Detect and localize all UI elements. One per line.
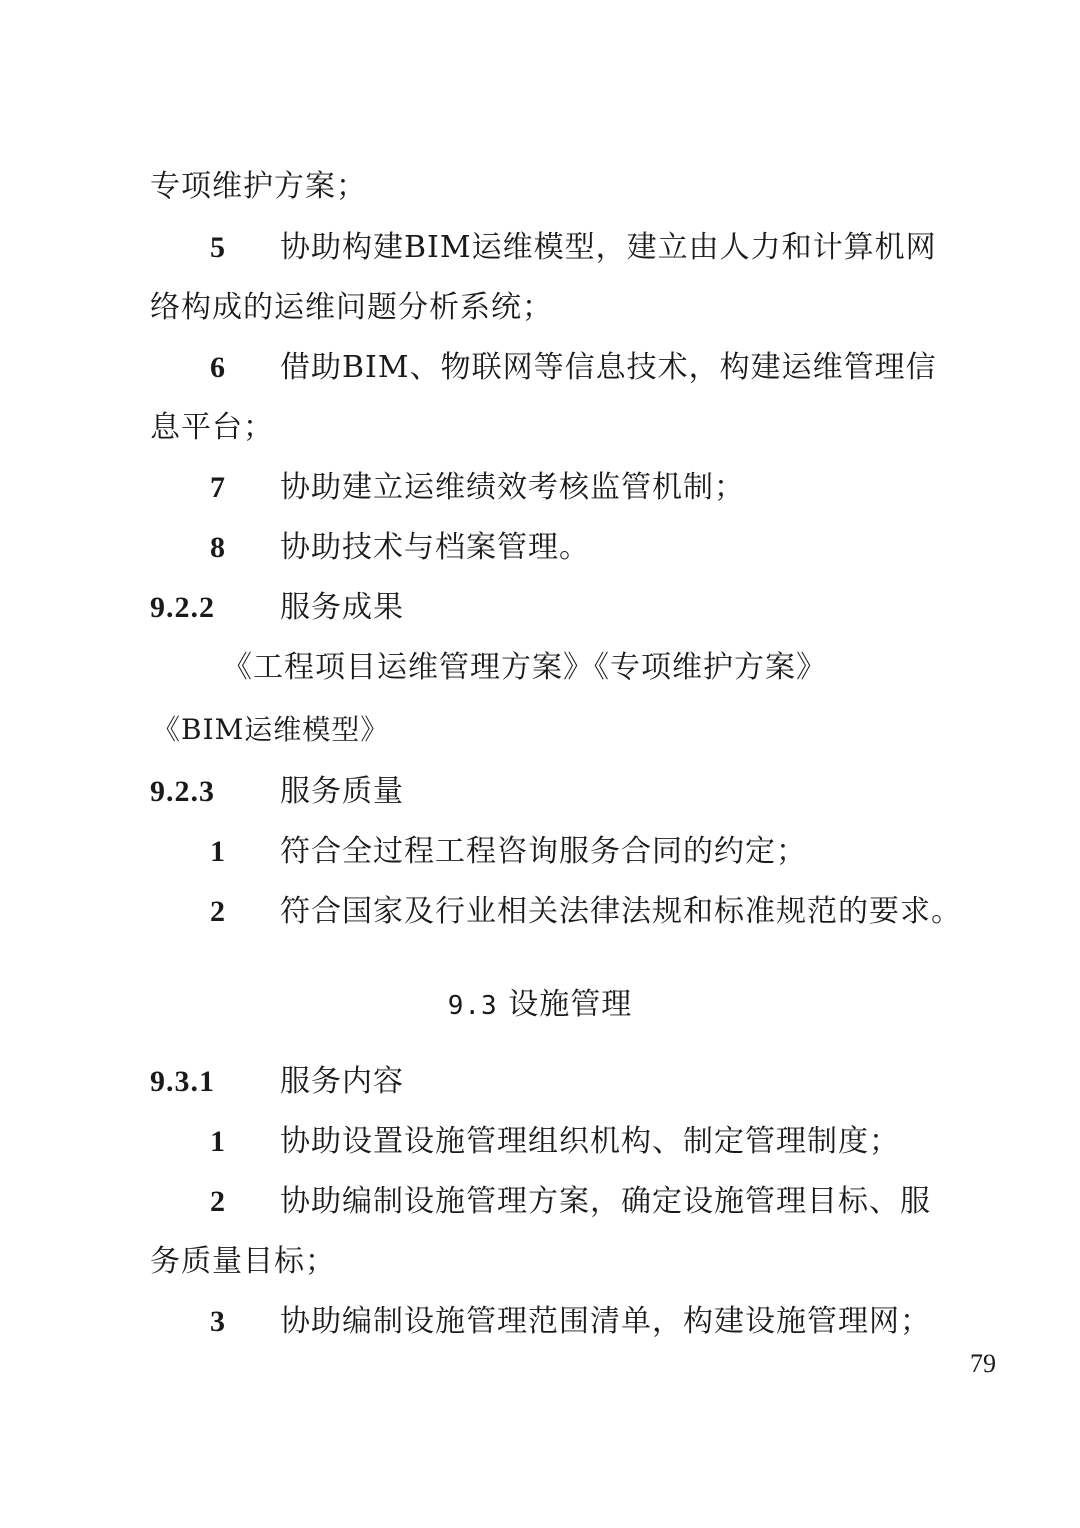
clause-title: 服务成果 xyxy=(280,590,404,625)
item-number: 6 xyxy=(210,351,225,384)
item-number: 5 xyxy=(210,231,225,264)
clause-number: 9.2.2 xyxy=(150,591,215,624)
clause-title: 服务质量 xyxy=(280,774,404,809)
clause-number: 9.3.1 xyxy=(150,1065,215,1098)
text-line: 协助建立运维绩效考核监管机制； xyxy=(280,470,745,505)
text-line: 符合国家及行业相关法律法规和标准规范的要求。 xyxy=(280,894,962,929)
item-number: 1 xyxy=(210,835,225,868)
text-line: 协助构建BIM运维模型，建立由人力和计算机网 xyxy=(280,230,937,265)
text-line: 协助技术与档案管理。 xyxy=(280,530,590,565)
item-number: 1 xyxy=(210,1125,225,1158)
text-line: 协助设置设施管理组织机构、制定管理制度； xyxy=(280,1124,900,1159)
text-line: 借助BIM、物联网等信息技术，构建运维管理信 xyxy=(280,350,937,385)
item-number: 8 xyxy=(210,531,225,564)
text-line: 息平台； xyxy=(150,410,274,445)
section-heading xyxy=(0,985,1080,1026)
item-number: 7 xyxy=(210,471,225,504)
item-number: 2 xyxy=(210,895,225,928)
text-line: 协助编制设施管理方案，确定设施管理目标、服 xyxy=(280,1184,931,1219)
item-number: 3 xyxy=(210,1305,225,1338)
section-number: 9.3 xyxy=(447,991,498,1021)
clause-number: 9.2.3 xyxy=(150,775,215,808)
text-line: 《BIM运维模型》 xyxy=(152,713,390,746)
text-line: 符合全过程工程咨询服务合同的约定； xyxy=(280,834,807,869)
text-line: 专项维护方案； xyxy=(150,169,367,204)
text-line: 务质量目标； xyxy=(150,1244,336,1279)
section-title: 设施管理 xyxy=(508,987,633,1022)
text-line: 《工程项目运维管理方案》《专项维护方案》 xyxy=(222,650,827,685)
item-number: 2 xyxy=(210,1185,225,1218)
page-number: 79 xyxy=(970,1349,996,1378)
text-line: 络构成的运维问题分析系统； xyxy=(150,290,553,325)
clause-title: 服务内容 xyxy=(280,1064,404,1099)
text-line: 协助编制设施管理范围清单，构建设施管理网； xyxy=(280,1304,931,1339)
